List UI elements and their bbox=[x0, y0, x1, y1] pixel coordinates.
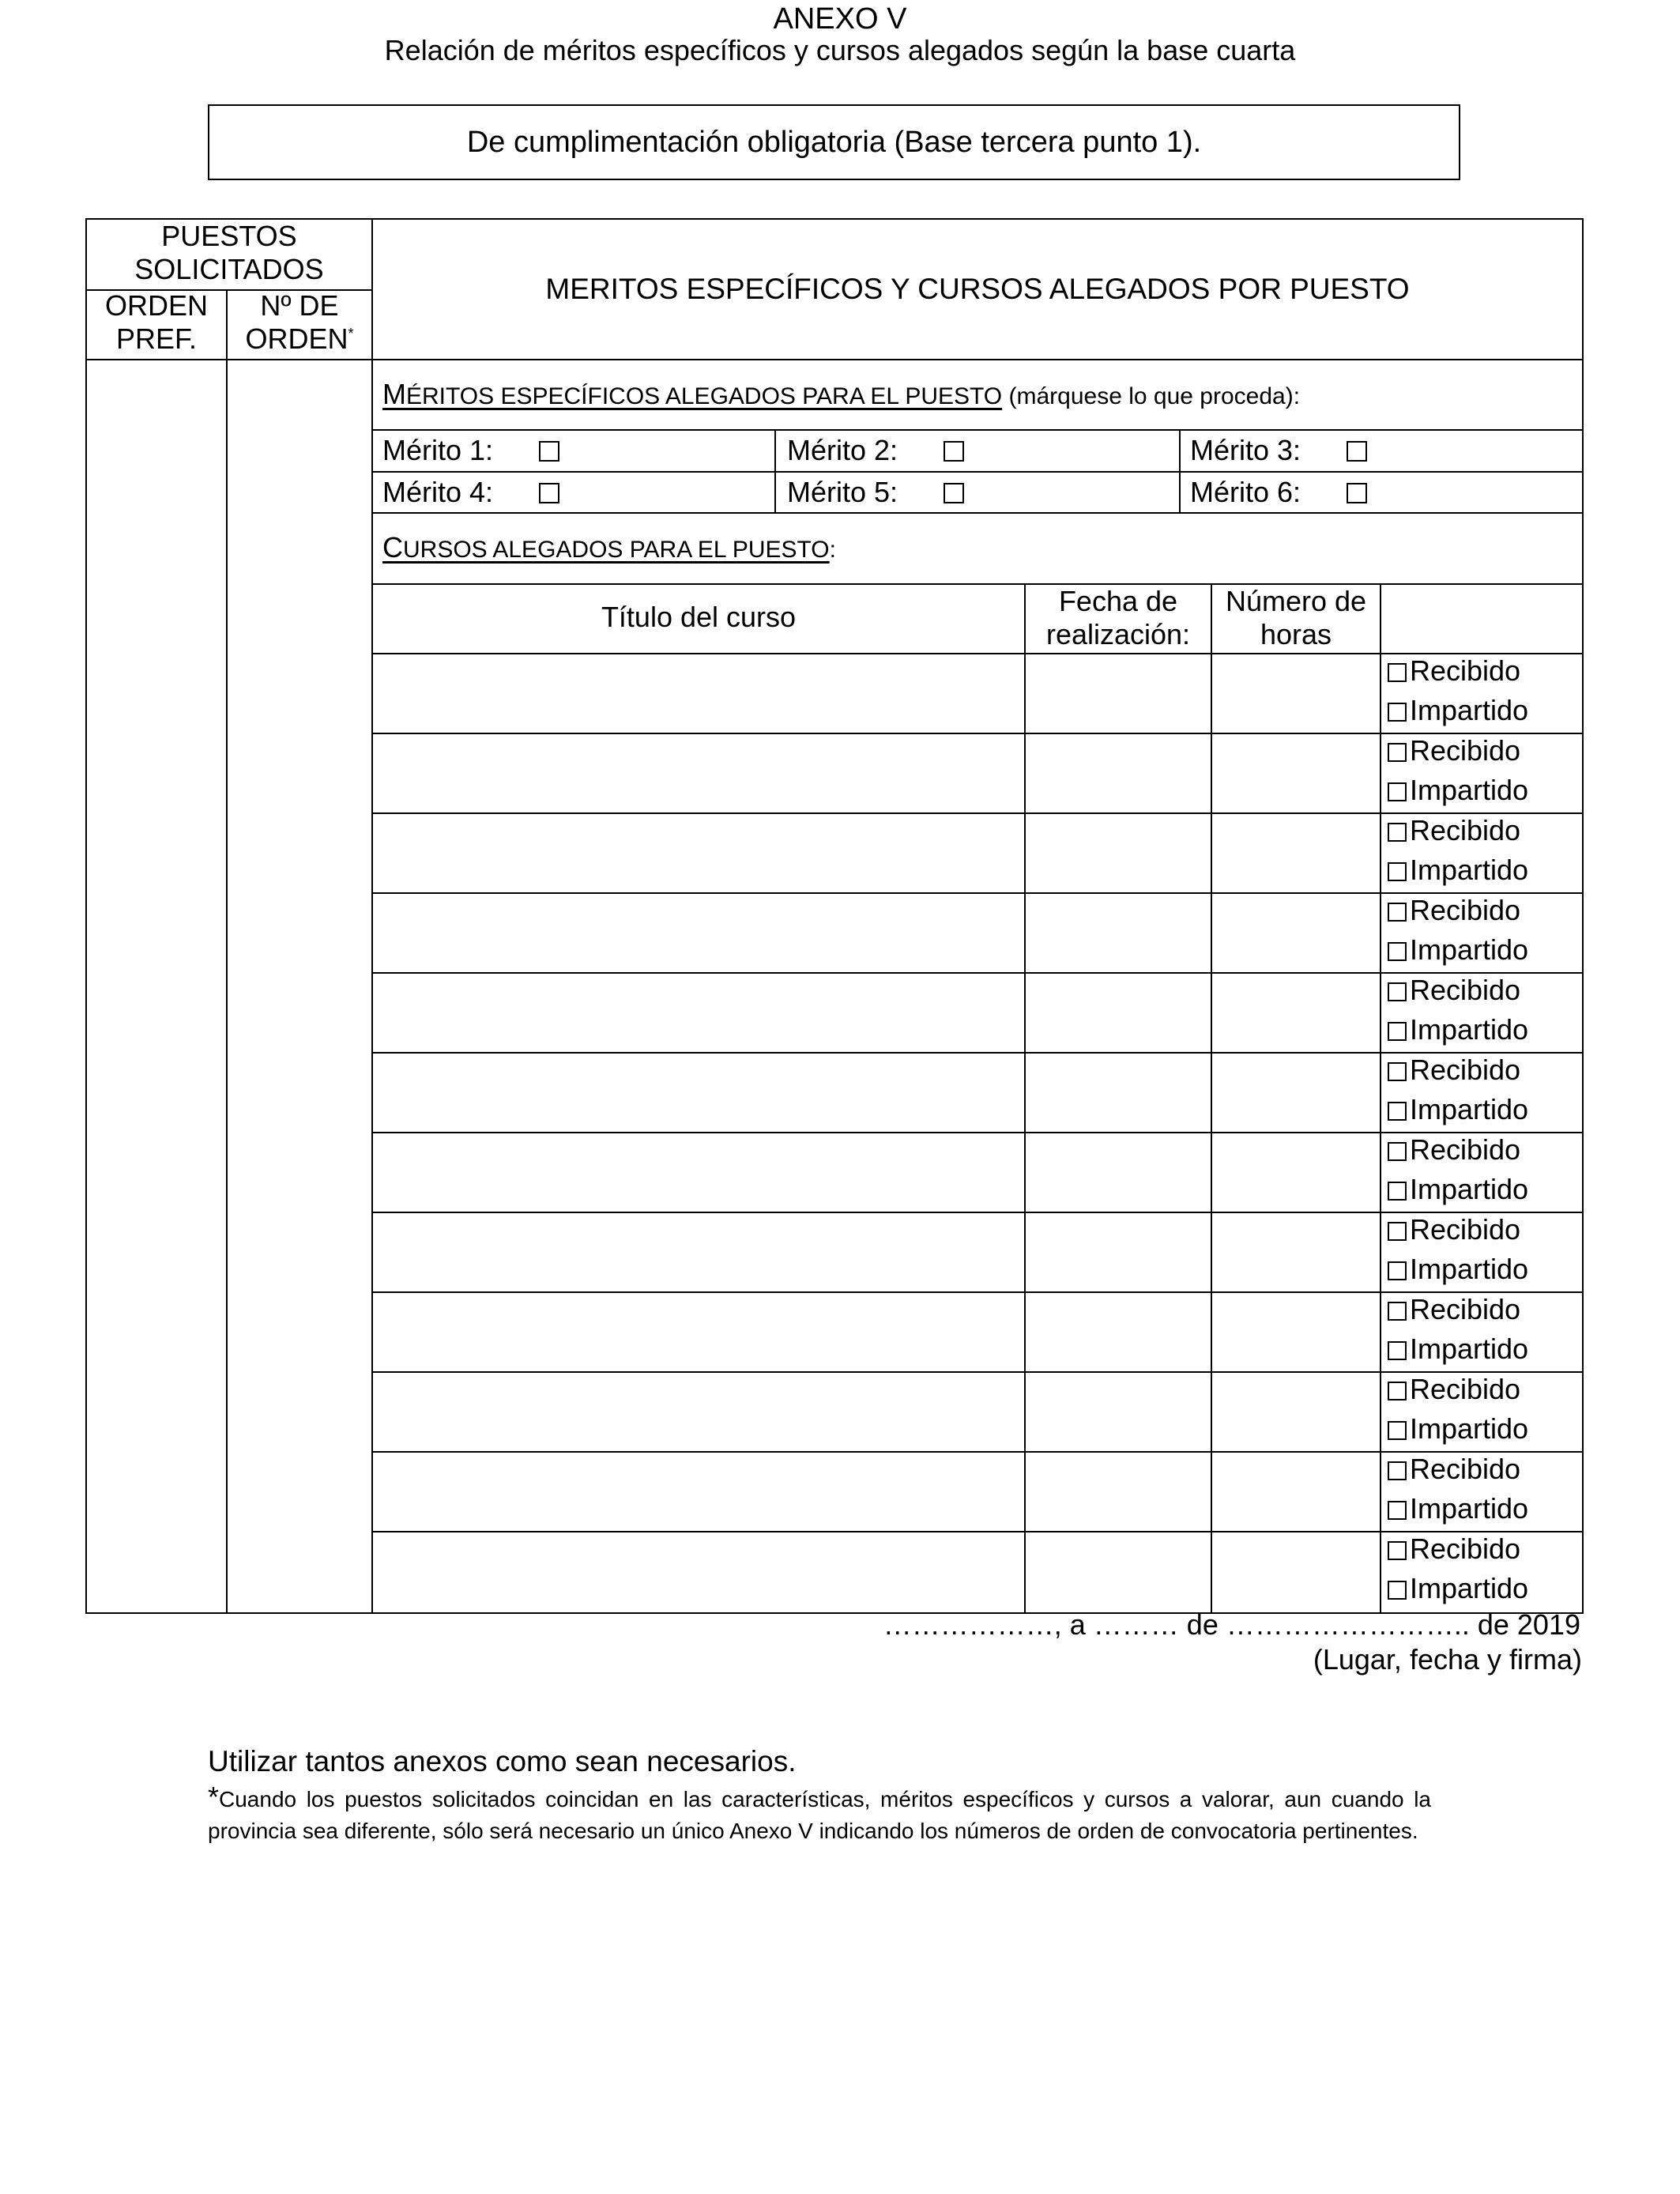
course-taught-label: Impartido bbox=[1410, 854, 1529, 886]
course-taught-checkbox[interactable] bbox=[1388, 1102, 1407, 1121]
course-option-taught[interactable] bbox=[1388, 771, 1528, 810]
course-taught-label: Impartido bbox=[1410, 1492, 1529, 1525]
course-taught-checkbox[interactable] bbox=[1388, 1581, 1407, 1600]
cursos-section-heading bbox=[382, 531, 1568, 567]
course-hours-cell[interactable] bbox=[1214, 654, 1378, 731]
column-divider bbox=[226, 289, 228, 1614]
course-taught-label: Impartido bbox=[1410, 1572, 1529, 1604]
column-divider bbox=[1380, 583, 1381, 1614]
course-taught-checkbox[interactable] bbox=[1388, 1182, 1407, 1201]
merit-4-label: Mérito 4: bbox=[382, 476, 494, 508]
footnote-asterisk: * bbox=[208, 1781, 220, 1813]
course-option-received[interactable] bbox=[1388, 971, 1520, 1010]
course-option-received[interactable] bbox=[1388, 1370, 1520, 1409]
merit-5-option[interactable] bbox=[787, 473, 964, 512]
course-date-cell[interactable] bbox=[1027, 1373, 1209, 1449]
course-taught-checkbox[interactable] bbox=[1388, 703, 1407, 722]
merit-2-option[interactable] bbox=[787, 431, 964, 470]
course-received-label: Recibido bbox=[1410, 1054, 1521, 1086]
course-option-received[interactable] bbox=[1388, 811, 1520, 850]
signature-caption: (Lugar, fecha y firma) bbox=[1313, 1643, 1582, 1676]
course-hours-cell[interactable] bbox=[1214, 1293, 1378, 1370]
course-option-taught[interactable] bbox=[1388, 1170, 1528, 1209]
course-hours-cell[interactable] bbox=[1214, 1453, 1378, 1529]
merit-6-option[interactable] bbox=[1190, 473, 1367, 512]
merit-3-label: Mérito 3: bbox=[1190, 434, 1301, 466]
course-taught-label: Impartido bbox=[1410, 1412, 1529, 1445]
course-taught-checkbox[interactable] bbox=[1388, 1022, 1407, 1041]
footnote-text: Cuando los puestos solicitados coincidan en las características, méritos específicos y cursos a valorar, aun cuando la provincia sea diferente, sólo será necesario un único Anexo V indicando los números de orden de convocatoria pertinentes. bbox=[208, 1787, 1431, 1843]
course-received-checkbox[interactable] bbox=[1388, 1302, 1407, 1321]
merit-3-checkbox[interactable] bbox=[1347, 441, 1367, 462]
column-titulo-curso: Título del curso bbox=[601, 601, 797, 633]
course-taught-checkbox[interactable] bbox=[1388, 862, 1407, 881]
meritos-section-note: (márquese lo que proceda): bbox=[1008, 383, 1301, 409]
course-received-label: Recibido bbox=[1410, 1213, 1521, 1246]
num-orden-asterisk: * bbox=[348, 326, 354, 341]
course-received-checkbox[interactable] bbox=[1388, 1382, 1407, 1400]
course-received-label: Recibido bbox=[1410, 1293, 1521, 1325]
course-date-cell[interactable] bbox=[1027, 1293, 1209, 1370]
course-option-taught[interactable] bbox=[1388, 1250, 1528, 1289]
course-taught-checkbox[interactable] bbox=[1388, 1341, 1407, 1360]
course-received-checkbox[interactable] bbox=[1388, 1142, 1407, 1161]
merit-4-checkbox[interactable] bbox=[539, 483, 559, 503]
course-option-received[interactable] bbox=[1388, 1050, 1520, 1090]
cursos-section-colon: : bbox=[829, 537, 836, 563]
course-title-cell[interactable] bbox=[375, 1532, 1023, 1609]
course-taught-checkbox[interactable] bbox=[1388, 942, 1407, 961]
course-title-cell[interactable] bbox=[375, 1453, 1023, 1529]
course-option-taught[interactable] bbox=[1388, 691, 1528, 730]
course-option-received[interactable] bbox=[1388, 1529, 1520, 1569]
merit-5-checkbox[interactable] bbox=[944, 483, 964, 503]
course-option-received[interactable] bbox=[1388, 1449, 1520, 1489]
course-taught-label: Impartido bbox=[1410, 774, 1529, 806]
course-received-checkbox[interactable] bbox=[1388, 1461, 1407, 1480]
course-hours-cell[interactable] bbox=[1214, 1373, 1378, 1449]
mandatory-notice: De cumplimentación obligatoria (Base tercera punto 1). bbox=[466, 125, 1202, 159]
footnote bbox=[208, 1781, 1431, 1847]
merit-1-label: Mérito 1: bbox=[382, 434, 494, 466]
course-title-cell[interactable] bbox=[375, 1054, 1023, 1130]
merit-2-label: Mérito 2: bbox=[787, 434, 898, 466]
course-hours-cell[interactable] bbox=[1214, 1532, 1378, 1609]
merit-2-checkbox[interactable] bbox=[944, 441, 964, 462]
course-option-taught[interactable] bbox=[1388, 1409, 1528, 1449]
table-border bbox=[1582, 218, 1584, 1614]
course-taught-checkbox[interactable] bbox=[1388, 1261, 1407, 1280]
signature-place-date-line: ………………, a ……… de …………………….. de 2019 bbox=[883, 1608, 1580, 1641]
meritos-section-initial: M bbox=[382, 378, 406, 410]
course-title-cell[interactable] bbox=[375, 654, 1023, 731]
course-taught-checkbox[interactable] bbox=[1388, 782, 1407, 801]
merit-3-option[interactable] bbox=[1190, 431, 1367, 470]
course-option-taught[interactable] bbox=[1388, 1329, 1528, 1369]
column-divider bbox=[371, 218, 373, 1614]
cursos-section-title: URSOS ALEGADOS PARA EL PUESTO bbox=[403, 537, 830, 563]
course-option-taught[interactable] bbox=[1388, 930, 1528, 970]
course-hours-cell[interactable] bbox=[1214, 974, 1378, 1050]
course-hours-cell[interactable] bbox=[1214, 814, 1378, 891]
puestos-header: PUESTOS SOLICITADOS bbox=[134, 220, 324, 285]
column-numero-horas: Número de horas bbox=[1225, 585, 1367, 650]
course-hours-cell[interactable] bbox=[1214, 1213, 1378, 1290]
course-option-taught[interactable] bbox=[1388, 1489, 1528, 1529]
course-received-checkbox[interactable] bbox=[1388, 1222, 1407, 1241]
course-received-checkbox[interactable] bbox=[1388, 823, 1407, 842]
column-divider bbox=[1211, 583, 1212, 1614]
annex-subtitle: Relación de méritos específicos y cursos alegados según la base cuarta bbox=[384, 34, 1296, 66]
annex-title: ANEXO V bbox=[773, 2, 907, 36]
course-hours-cell[interactable] bbox=[1214, 894, 1378, 971]
num-orden-header bbox=[234, 289, 365, 356]
merit-4-option[interactable] bbox=[382, 473, 559, 512]
course-date-cell[interactable] bbox=[1027, 814, 1209, 891]
course-date-cell[interactable] bbox=[1027, 1213, 1209, 1290]
course-taught-label: Impartido bbox=[1410, 1253, 1529, 1285]
course-title-cell[interactable] bbox=[375, 894, 1023, 971]
course-date-cell[interactable] bbox=[1027, 1532, 1209, 1609]
course-taught-label: Impartido bbox=[1410, 1173, 1529, 1205]
row-divider bbox=[371, 583, 1584, 585]
course-option-taught[interactable] bbox=[1388, 1569, 1528, 1608]
course-taught-label: Impartido bbox=[1410, 694, 1529, 726]
course-option-taught[interactable] bbox=[1388, 1090, 1528, 1129]
course-taught-label: Impartido bbox=[1410, 1093, 1529, 1125]
course-title-cell[interactable] bbox=[375, 814, 1023, 891]
course-title-cell[interactable] bbox=[375, 734, 1023, 811]
meritos-main-header: MERITOS ESPECÍFICOS Y CURSOS ALEGADOS POR PUESTO bbox=[545, 273, 1410, 305]
course-received-checkbox[interactable] bbox=[1388, 1062, 1407, 1081]
meritos-section-heading bbox=[382, 378, 1568, 413]
course-received-label: Recibido bbox=[1410, 1373, 1521, 1405]
course-option-received[interactable] bbox=[1388, 651, 1520, 691]
course-title-cell[interactable] bbox=[375, 1133, 1023, 1210]
course-taught-checkbox[interactable] bbox=[1388, 1421, 1407, 1440]
orden-pref-header: ORDEN PREF. bbox=[104, 289, 208, 355]
column-divider bbox=[1179, 429, 1181, 514]
row-divider bbox=[85, 359, 1584, 360]
course-title-cell[interactable] bbox=[375, 1213, 1023, 1290]
merit-6-label: Mérito 6: bbox=[1190, 476, 1301, 508]
course-received-checkbox[interactable] bbox=[1388, 982, 1407, 1001]
course-option-received[interactable] bbox=[1388, 731, 1520, 771]
course-received-label: Recibido bbox=[1410, 1133, 1521, 1166]
course-received-checkbox[interactable] bbox=[1388, 743, 1407, 762]
course-received-label: Recibido bbox=[1410, 734, 1521, 767]
column-divider bbox=[1024, 583, 1026, 1614]
course-received-checkbox[interactable] bbox=[1388, 663, 1407, 682]
course-received-label: Recibido bbox=[1410, 894, 1521, 926]
course-taught-label: Impartido bbox=[1410, 1333, 1529, 1365]
course-received-label: Recibido bbox=[1410, 1453, 1521, 1485]
course-option-taught[interactable] bbox=[1388, 1010, 1528, 1050]
course-received-checkbox[interactable] bbox=[1388, 903, 1407, 922]
course-hours-cell[interactable] bbox=[1214, 1054, 1378, 1130]
footer-note: Utilizar tantos anexos como sean necesarios. bbox=[208, 1745, 797, 1777]
num-orden-label: Nº DE ORDEN bbox=[245, 289, 348, 355]
table-border bbox=[85, 218, 87, 1614]
course-taught-checkbox[interactable] bbox=[1388, 1501, 1407, 1520]
course-taught-label: Impartido bbox=[1410, 933, 1529, 966]
course-date-cell[interactable] bbox=[1027, 734, 1209, 811]
course-option-received[interactable] bbox=[1388, 1210, 1520, 1250]
column-divider bbox=[774, 429, 776, 514]
course-date-cell[interactable] bbox=[1027, 894, 1209, 971]
course-received-label: Recibido bbox=[1410, 1532, 1521, 1565]
course-title-cell[interactable] bbox=[375, 1373, 1023, 1449]
course-title-cell[interactable] bbox=[375, 974, 1023, 1050]
course-date-cell[interactable] bbox=[1027, 654, 1209, 731]
cursos-section-initial: C bbox=[382, 531, 403, 564]
course-received-label: Recibido bbox=[1410, 654, 1521, 687]
course-received-checkbox[interactable] bbox=[1388, 1541, 1407, 1560]
course-option-taught[interactable] bbox=[1388, 850, 1528, 890]
course-received-label: Recibido bbox=[1410, 974, 1521, 1006]
course-taught-label: Impartido bbox=[1410, 1013, 1529, 1046]
merit-1-option[interactable] bbox=[382, 431, 559, 470]
course-date-cell[interactable] bbox=[1027, 1453, 1209, 1529]
row-divider bbox=[371, 512, 1584, 514]
course-date-cell[interactable] bbox=[1027, 974, 1209, 1050]
course-hours-cell[interactable] bbox=[1214, 1133, 1378, 1210]
course-title-cell[interactable] bbox=[375, 1293, 1023, 1370]
column-fecha-realizacion: Fecha de realización: bbox=[1045, 585, 1191, 650]
course-date-cell[interactable] bbox=[1027, 1054, 1209, 1130]
course-received-label: Recibido bbox=[1410, 814, 1521, 846]
merit-6-checkbox[interactable] bbox=[1347, 483, 1367, 503]
course-hours-cell[interactable] bbox=[1214, 734, 1378, 811]
course-date-cell[interactable] bbox=[1027, 1133, 1209, 1210]
merit-1-checkbox[interactable] bbox=[539, 441, 559, 462]
course-option-received[interactable] bbox=[1388, 1290, 1520, 1329]
merit-5-label: Mérito 5: bbox=[787, 476, 898, 508]
course-option-received[interactable] bbox=[1388, 1130, 1520, 1170]
meritos-section-title: ÉRITOS ESPECÍFICOS ALEGADOS PARA EL PUESTO bbox=[406, 383, 1003, 409]
course-option-received[interactable] bbox=[1388, 891, 1520, 930]
